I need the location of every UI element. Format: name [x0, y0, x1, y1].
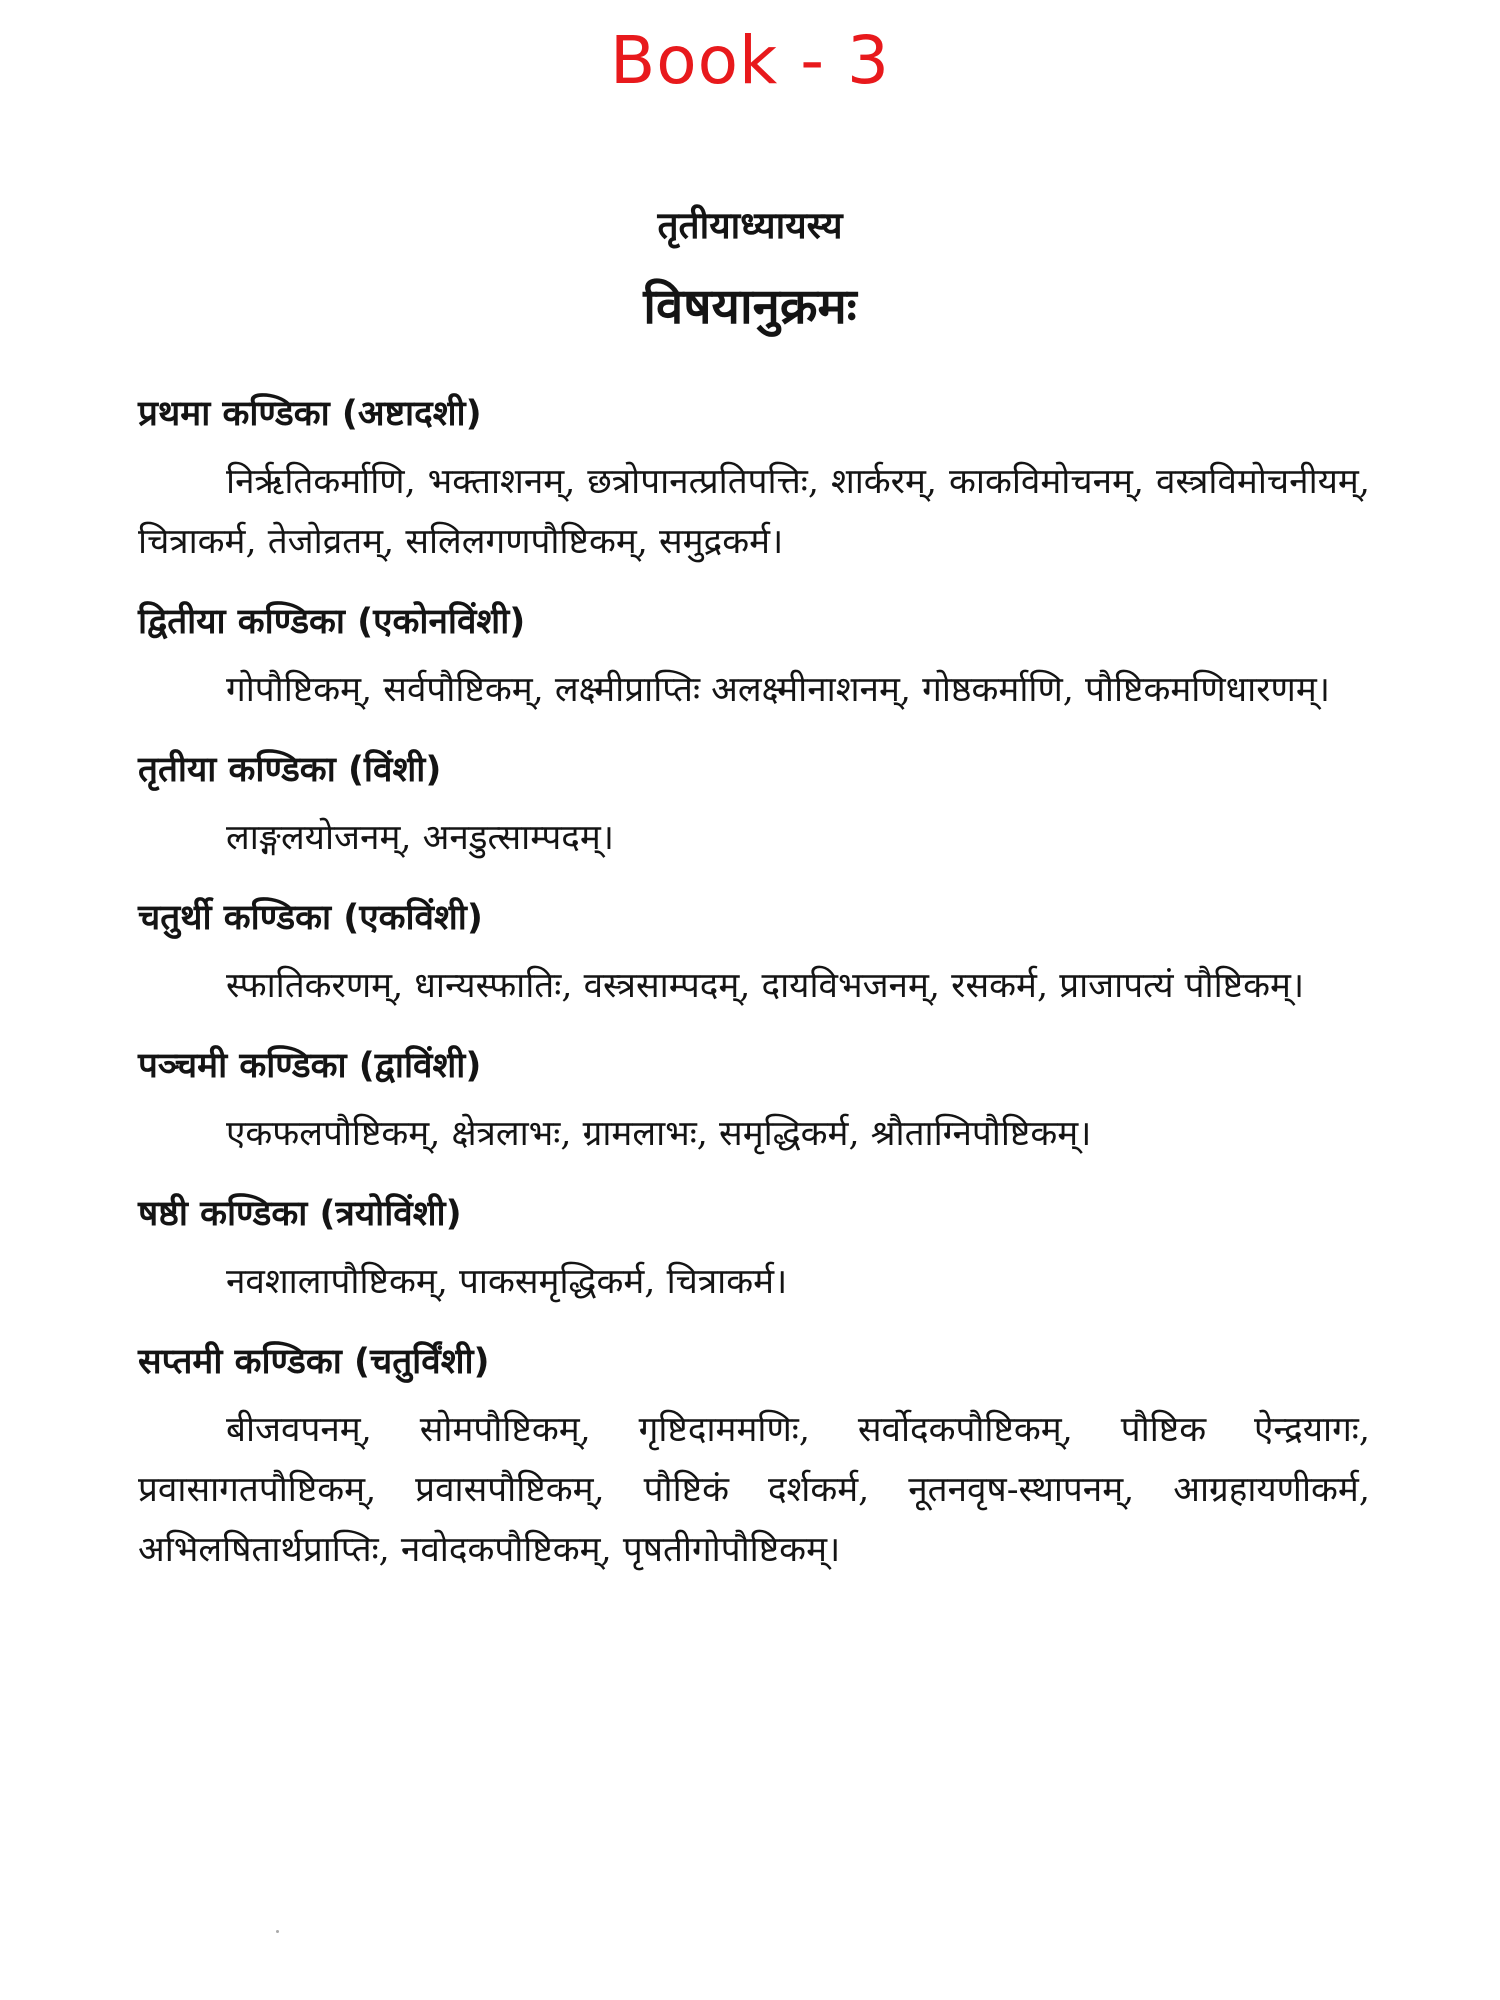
- chapter-heading: तृतीयाध्यायस्य: [657, 204, 843, 247]
- section-heading: प्रथमा कण्डिका (अष्टादशी): [138, 394, 482, 434]
- section-heading: सप्तमी कण्डिका (चतुर्विंशी): [138, 1342, 490, 1382]
- section-content: स्फातिकरणम्, धान्यस्फातिः, वस्त्रसाम्पदम्, दायविभजनम्, रसकर्म, प्राजापत्यं पौष्टिकम्।: [226, 966, 1305, 1006]
- section-heading: पञ्चमी कण्डिका (द्वाविंशी): [138, 1046, 482, 1086]
- section-content: एकफलपौष्टिकम्, क्षेत्रलाभः, ग्रामलाभः, समृद्धिकर्म, श्रौताग्निपौष्टिकम्।: [226, 1114, 1092, 1154]
- section-heading: तृतीया कण्डिका (विंशी): [138, 750, 442, 790]
- section-content: गोपौष्टिकम्, सर्वपौष्टिकम्, लक्ष्मीप्राप्तिः अलक्ष्मीनाशनम्, गोष्ठकर्माणि, पौष्टिकमणिधारणम्।: [226, 670, 1331, 710]
- section-5: [138, 1038, 1370, 1164]
- section-1: [138, 386, 1370, 572]
- section-content: नवशालापौष्टिकम्, पाकसमृद्धिकर्म, चित्राकर्म।: [226, 1262, 788, 1302]
- section-heading: द्वितीया कण्डिका (एकोनविंशी): [138, 602, 526, 642]
- section-3: [138, 742, 1370, 868]
- section-7: [138, 1334, 1370, 1580]
- section-list: [138, 386, 1370, 1602]
- section-4: [138, 890, 1370, 1016]
- section-heading: चतुर्थी कण्डिका (एकविंशी): [138, 898, 483, 938]
- section-6: [138, 1186, 1370, 1312]
- toc-heading: विषयानुक्रमः: [643, 278, 857, 335]
- section-content: लाङ्गलयोजनम्, अनडुत्साम्पदम्।: [226, 818, 615, 858]
- section-content: बीजवपनम्, सोमपौष्टिकम्, गृष्टिदाममणिः, सर्वोदकपौष्टिकम्, पौष्टिक ऐन्द्रयागः, प्रवासागतपौष्टिकम्, प्रवासपौष्टिकम्, पौष्टिकं दर्शकर्म, नूतनवृष-स्थापनम्, आग्रहायणीकर्म, अभिलषितार्थप्राप्तिः, नवोदकपौष्टिकम्, पृषतीगोपौष्टिकम्।: [138, 1410, 1370, 1570]
- section-content: निर्ऋतिकर्माणि, भक्ताशनम्, छत्रोपानत्प्रतिपत्तिः, शार्करम्, काकविमोचनम्, वस्त्रविमोचनीयम्, चित्राकर्म, तेजोव्रतम्, सलिलगणपौष्टिकम्, समुद्रकर्म।: [138, 462, 1370, 562]
- scan-speck: [276, 1930, 279, 1933]
- section-heading: षष्ठी कण्डिका (त्रयोविंशी): [138, 1194, 462, 1234]
- section-2: [138, 594, 1370, 720]
- book-title: Book - 3: [609, 22, 891, 99]
